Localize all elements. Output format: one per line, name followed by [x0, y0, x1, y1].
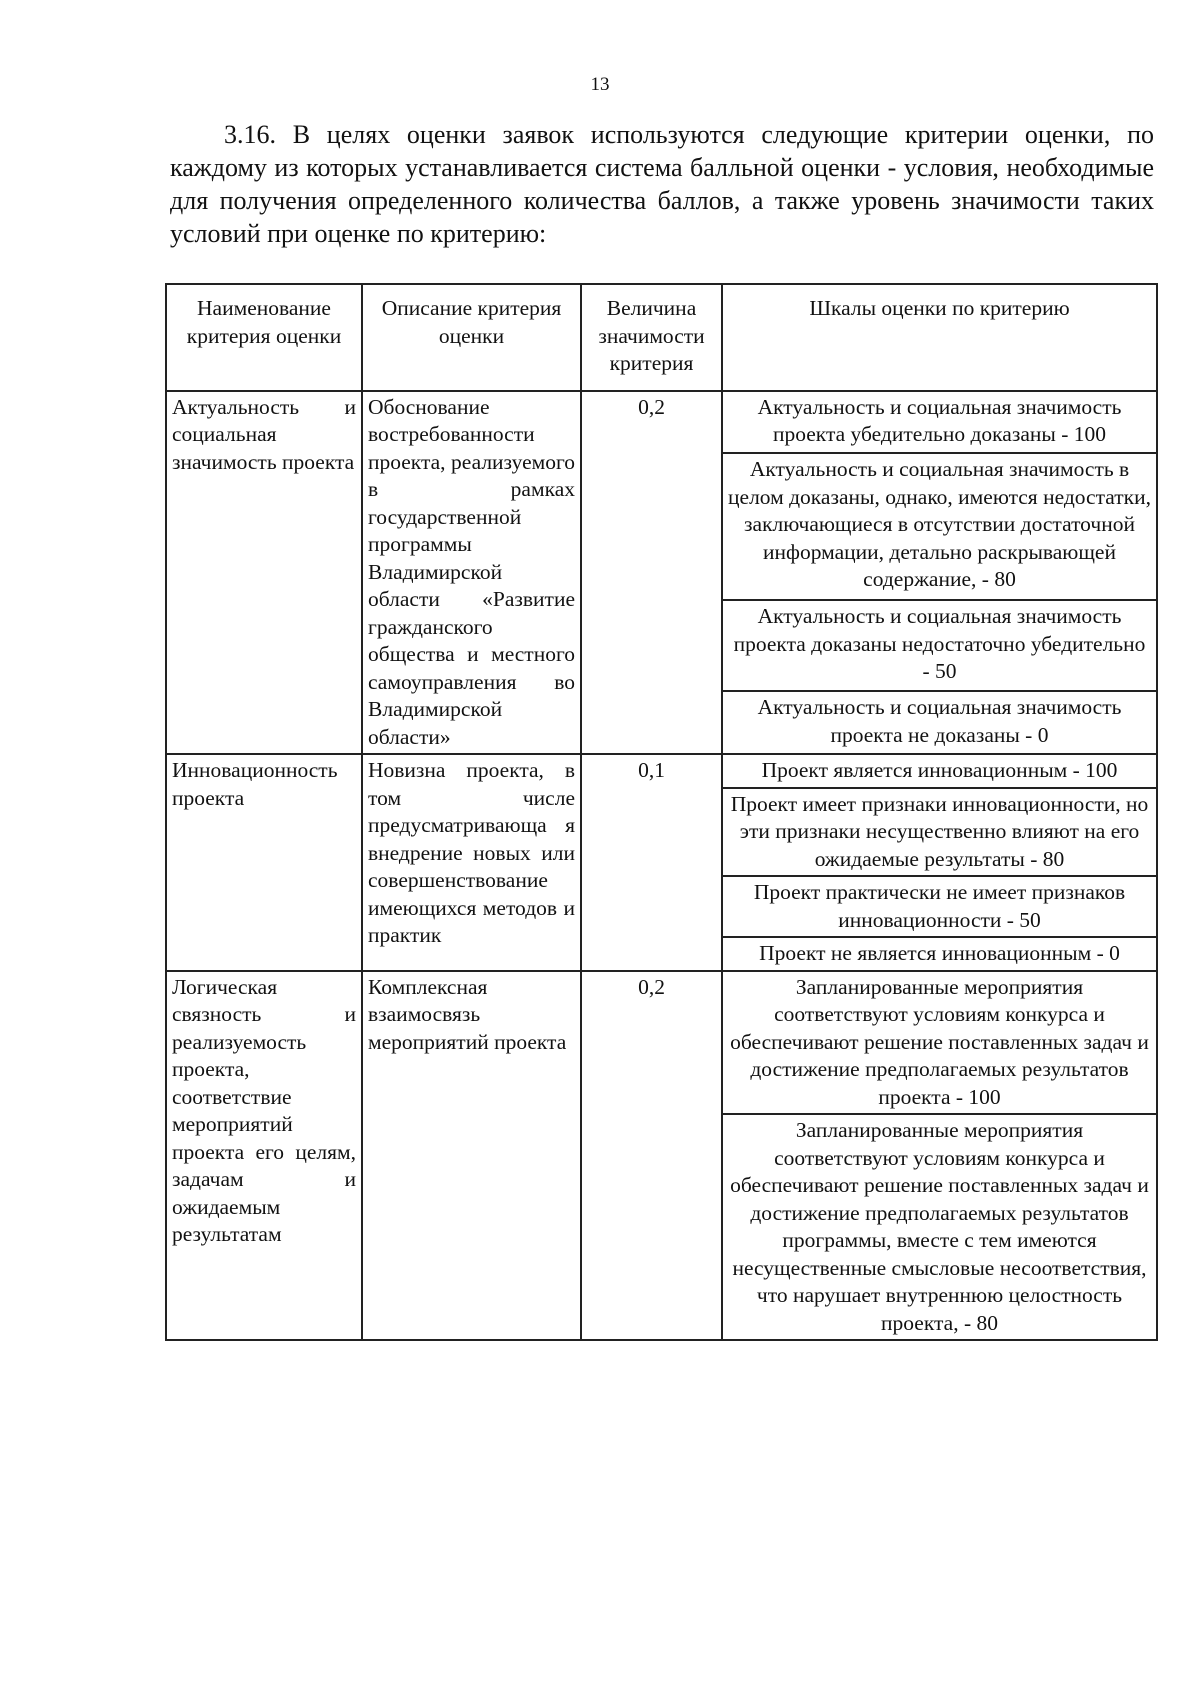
criterion-description: Комплексная взаимосвязь мероприятий проекта — [362, 971, 581, 1341]
scale-cell: Проект практически не имеет признаков инновационности - 50 — [722, 876, 1157, 937]
header-criterion-weight: Величина значимости критерия — [581, 284, 722, 391]
criteria-table — [165, 283, 1158, 1341]
scale-cell: Актуальность и социальная значимость проекта доказаны недостаточно убедительно - 50 — [722, 600, 1157, 691]
criterion-description: Обоснование востребованности проекта, реализуемого в рамках государственной программы Владимирской области «Развитие гражданского общества и местного самоуправления во Владимирской области» — [362, 391, 581, 755]
intro-paragraph: 3.16. В целях оценки заявок используются следующие критерии оценки, по каждому из которых устанавливается система балльной оценки - условия, необходимые для получения определенного количества баллов, а также уровень значимости таких условий при оценке по критерию: — [170, 120, 1154, 248]
scale-cell: Актуальность и социальная значимость проекта не доказаны - 0 — [722, 691, 1157, 754]
scale-cell: Проект имеет признаки инновационности, но эти признаки несущественно влияют на его ожидаемые результаты - 80 — [722, 788, 1157, 877]
criterion-name: Инновационность проекта — [166, 754, 362, 971]
scale-cell: Актуальность и социальная значимость в целом доказаны, однако, имеются недостатки, заключающиеся в отсутствии достаточной информации, детально раскрывающей содержание, - 80 — [722, 453, 1157, 600]
criterion-name: Актуальность и социальная значимость проекта — [166, 391, 362, 755]
header-criterion-scales: Шкалы оценки по критерию — [722, 284, 1157, 391]
criterion-name: Логическая связность и реализуемость проекта, соответствие мероприятий проекта его целям, задачам и ожидаемым результатам — [166, 971, 362, 1341]
scale-cell: Проект не является инновационным - 0 — [722, 937, 1157, 971]
table-header-row — [166, 284, 1157, 391]
scale-cell: Запланированные мероприятия соответствуют условиям конкурса и обеспечивают решение поставленных задач и достижение предполагаемых результатов проекта - 100 — [722, 971, 1157, 1115]
header-criterion-description: Описание критерия оценки — [362, 284, 581, 391]
scale-cell: Актуальность и социальная значимость проекта убедительно доказаны - 100 — [722, 391, 1157, 454]
header-criterion-name: Наименование критерия оценки — [166, 284, 362, 391]
criterion-weight: 0,2 — [581, 391, 722, 755]
criterion-weight: 0,2 — [581, 971, 722, 1341]
scale-cell: Проект является инновационным - 100 — [722, 754, 1157, 788]
table-row — [166, 391, 1157, 454]
scale-cell: Запланированные мероприятия соответствуют условиям конкурса и обеспечивают решение поставленных задач и достижение предполагаемых результатов программы, вместе с тем имеются несущественные смысловые несоответствия, что нарушает внутреннюю целостность проекта, - 80 — [722, 1114, 1157, 1340]
criterion-weight: 0,1 — [581, 754, 722, 971]
criterion-description: Новизна проекта, в том числе предусматривающа я внедрение новых или совершенствование имеющихся методов и практик — [362, 754, 581, 971]
table-row — [166, 971, 1157, 1115]
table-row — [166, 754, 1157, 788]
page-number: 13 — [590, 74, 610, 95]
